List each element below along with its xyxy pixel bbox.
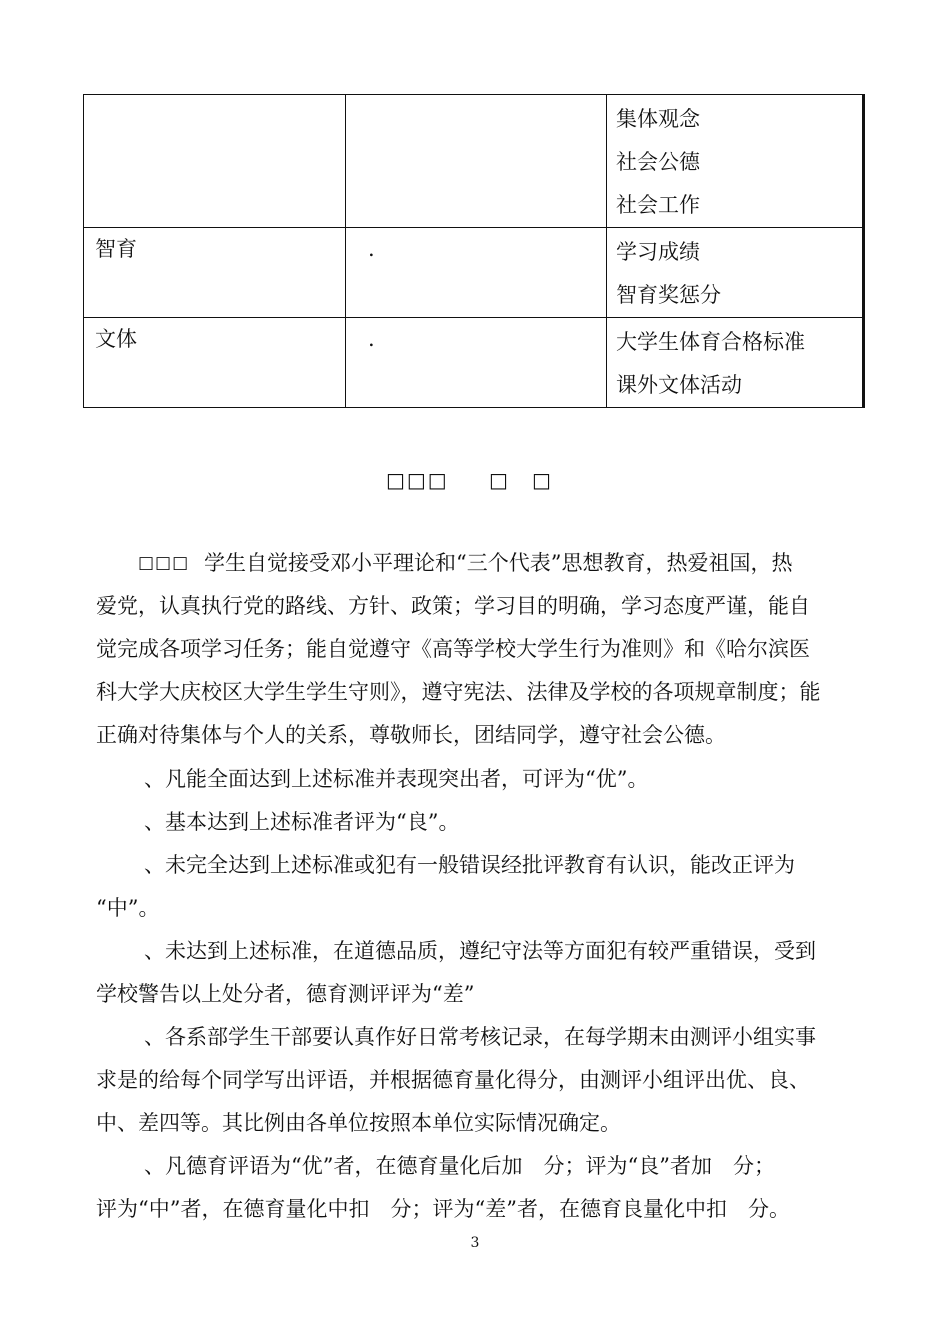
table-row [84,318,864,408]
list-item: 大学生体育合格标准 [616,330,805,354]
items-cell [607,95,864,228]
criteria-item-3: 、未完全达到上述标准或犯有一般错误经批评教育有认识，能改正评为 “中”。 [96,853,795,920]
criteria-item-6: 、凡德育评语为“优”者，在德育量化后加 分；评为“良”者加 分； 评为“中”者，在德育量化中扣 分；评为“差”者，在德育良量化中扣 分。 [96,1154,790,1221]
list-item: 学习成绩 [616,240,700,264]
items-cell [607,318,864,408]
criteria-item-1: 、凡能全面达到上述标准并表现突出者，可评为“优”。 [144,767,649,791]
middle-cell: . [346,228,607,318]
section-heading: □□□ □ □ [386,468,553,492]
list-item: 集体观念 [616,107,700,131]
list-item: 智育奖惩分 [616,283,721,307]
list-item: 社会工作 [616,193,700,217]
evaluation-table [83,94,865,408]
list-item: 课外文体活动 [616,373,742,397]
items-cell [607,228,864,318]
table-row [84,228,864,318]
table-row [84,95,864,228]
middle-cell: . [346,318,607,408]
criteria-item-5: 、各系部学生干部要认真作好日常考核记录，在每学期末由测评小组实事 求是的给每个同学写出评语，并根据德育量化得分，由测评小组评出优、良、 中、差四等。其比例由各单位按照本单位实际情况确定。 [96,1025,816,1135]
category-cell: 智育 [84,228,346,318]
category-cell: 文体 [84,318,346,408]
criteria-item-4: 、未达到上述标准，在道德品质，遵纪守法等方面犯有较严重错误，受到 学校警告以上处分者，德育测评评为“差” [96,939,816,1006]
intro-paragraph: 学生自觉接受邓小平理论和“三个代表”思想教育，热爱祖国，热 爱党，认真执行党的路线、方针、政策；学习目的明确，学习态度严谨，能自 觉完成各项学习任务；能自觉遵守《高等学校大学生行为准则》和《哈尔滨医 科大学大庆校区大学生学生守则》，遵守宪法、法律及学校的各项规章制度；能 正确对待集体与个人的关系，尊敬师长，团结同学，遵守社会公德。 [96,551,821,747]
page-number: 3 [470,1235,480,1251]
category-cell [84,95,346,228]
criteria-item-2: 、基本达到上述标准者评为“良”。 [144,810,460,834]
lead-marker: □□□ [138,553,190,573]
list-item: 社会公德 [616,150,700,174]
middle-cell [346,95,607,228]
